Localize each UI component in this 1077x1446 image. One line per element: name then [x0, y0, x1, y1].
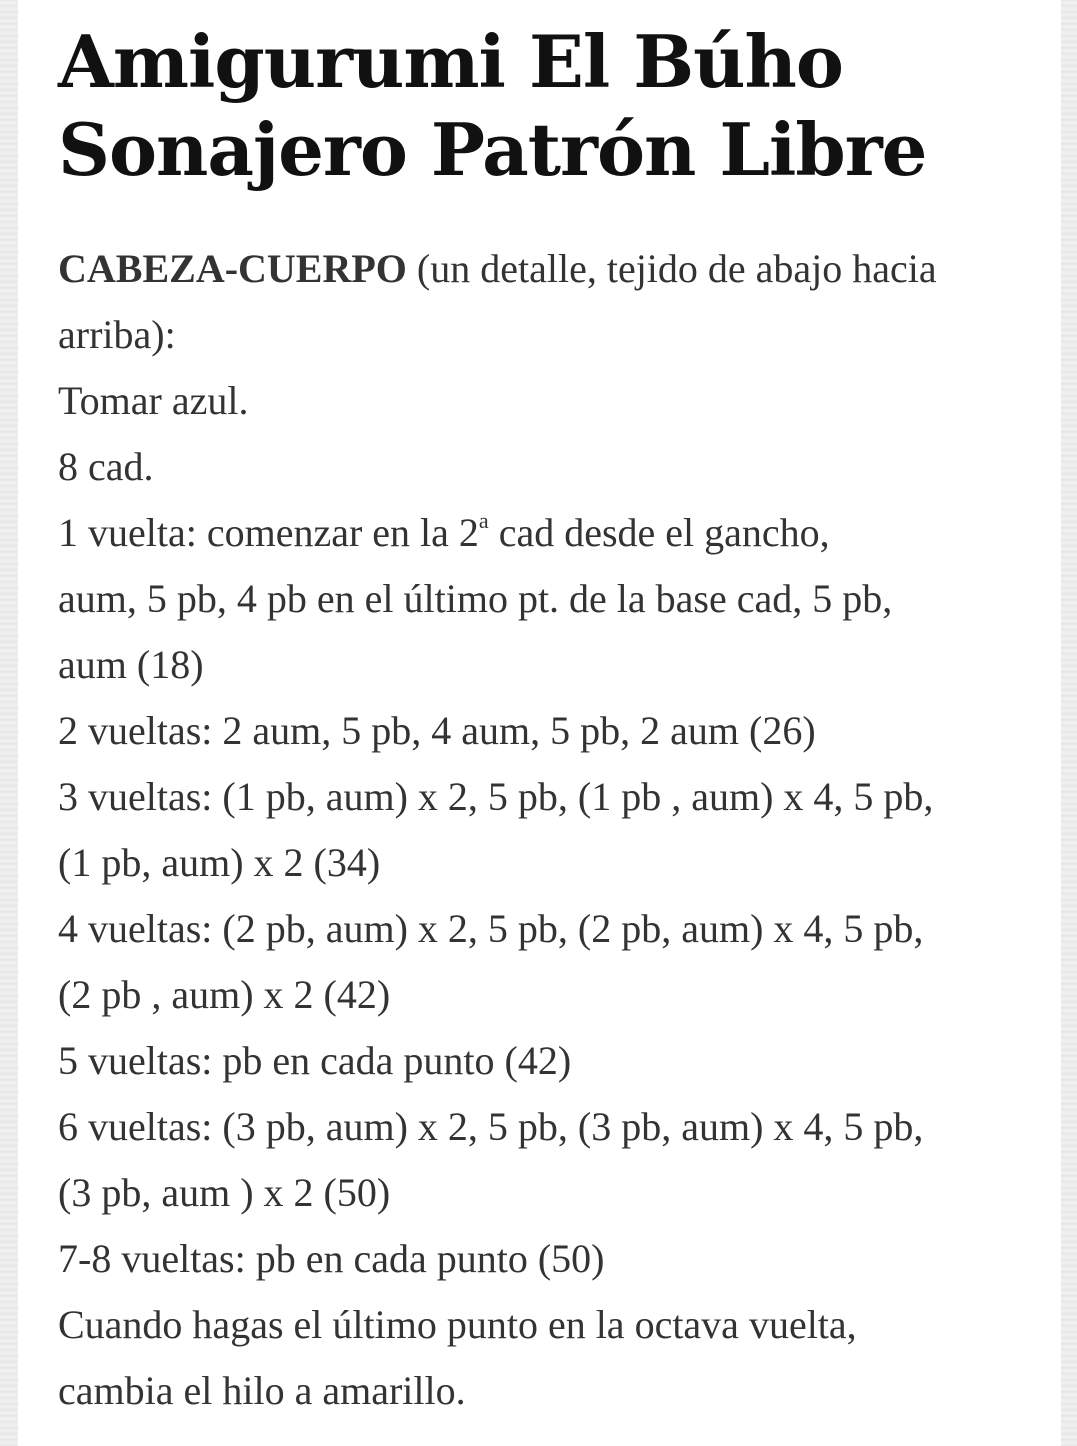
- row-5: 5 vueltas: pb en cada punto (42): [58, 1038, 572, 1083]
- row-1-text-b: cad desde el gancho,: [488, 510, 830, 555]
- row-6-line-1: 6 vueltas: (3 pb, aum) x 2, 5 pb, (3 pb, aum) x 4, 5 pb,: [58, 1104, 924, 1149]
- instruction-line: Tomar azul.: [58, 378, 249, 423]
- page-edge-left: [0, 0, 18, 1446]
- note-line-2: cambia el hilo a amarillo.: [58, 1368, 466, 1413]
- title-line-1: Amigurumi El Búho: [58, 19, 843, 104]
- row-7-8: 7-8 vueltas: pb en cada punto (50): [58, 1236, 605, 1281]
- article-body: [58, 236, 1048, 1424]
- row-3-line-1: 3 vueltas: (1 pb, aum) x 2, 5 pb, (1 pb , aum) x 4, 5 pb,: [58, 774, 934, 819]
- section-note: (un detalle, tejido de abajo hacia: [406, 246, 937, 291]
- row-4-line-2: (2 pb , aum) x 2 (42): [58, 972, 391, 1017]
- section-note-line-2: arriba):: [58, 312, 176, 357]
- note-line-1: Cuando hagas el último punto en la octava vuelta,: [58, 1302, 857, 1347]
- row-6-line-2: (3 pb, aum ) x 2 (50): [58, 1170, 391, 1215]
- row-1-line-2: aum, 5 pb, 4 pb en el último pt. de la base cad, 5 pb,: [58, 576, 893, 621]
- page-edge-right: [1061, 0, 1077, 1446]
- section-label: CABEZA-CUERPO: [58, 246, 407, 291]
- section-heading-line: [58, 236, 1048, 302]
- row-3-line-2: (1 pb, aum) x 2 (34): [58, 840, 381, 885]
- instruction-line: 8 cad.: [58, 444, 154, 489]
- row-4-line-1: 4 vueltas: (2 pb, aum) x 2, 5 pb, (2 pb, aum) x 4, 5 pb,: [58, 906, 924, 951]
- row-1-line-3: aum (18): [58, 642, 204, 687]
- article-page: [18, 0, 1061, 1446]
- row-1-line-1: [58, 500, 1048, 566]
- row-2: 2 vueltas: 2 aum, 5 pb, 4 aum, 5 pb, 2 aum (26): [58, 708, 816, 753]
- page-title: [58, 18, 1048, 194]
- row-1-text-a: 1 vuelta: comenzar en la 2: [58, 510, 479, 555]
- title-line-2: Sonajero Patrón Libre: [58, 107, 927, 192]
- row-1-ordinal: a: [478, 508, 489, 533]
